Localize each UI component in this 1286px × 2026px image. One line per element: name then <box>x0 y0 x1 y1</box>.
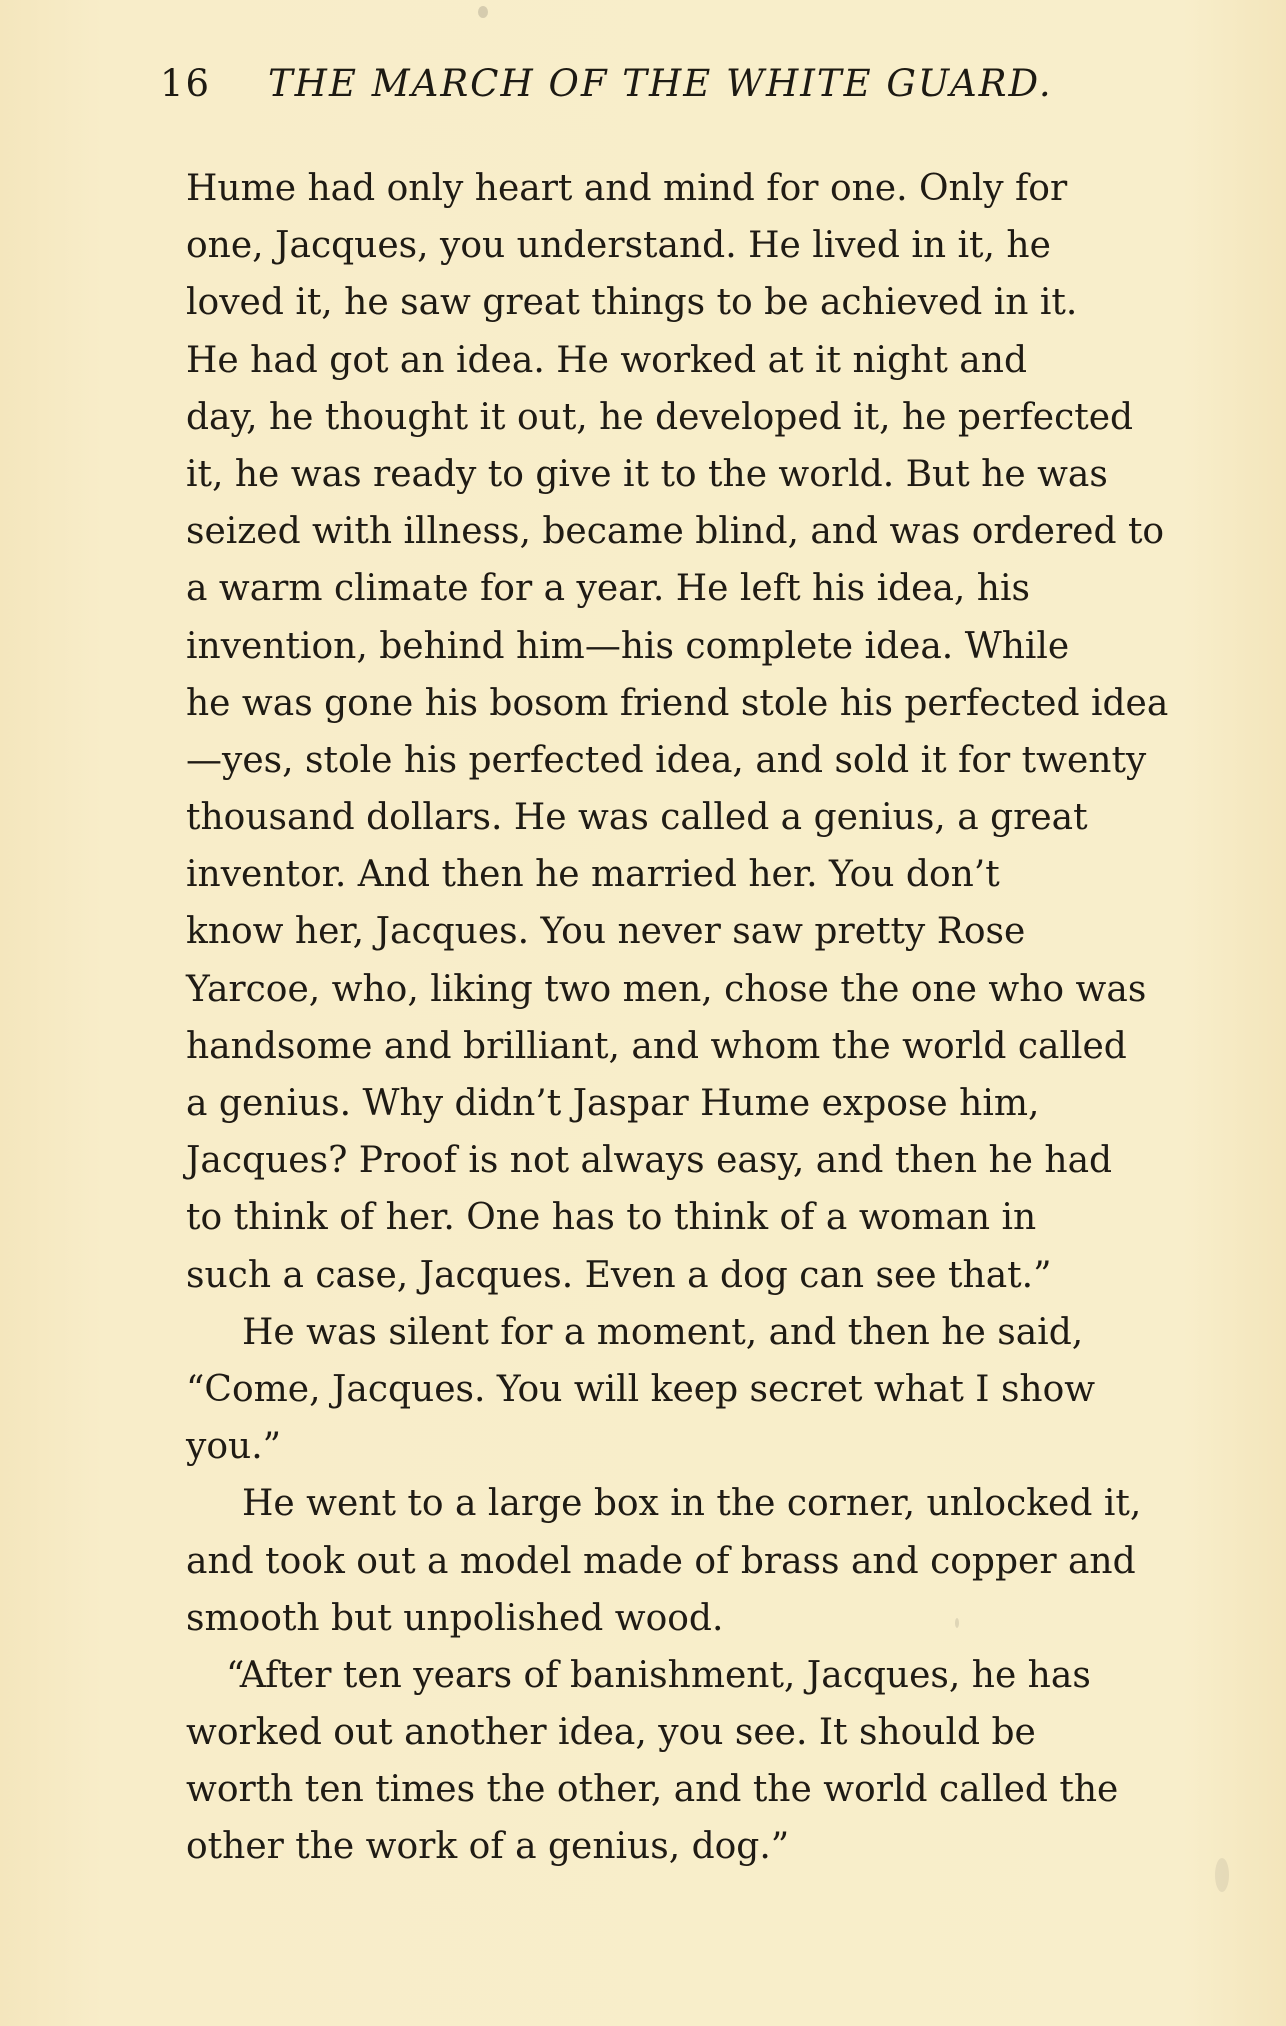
text-line: Jacques? Proof is not always easy, and then he had <box>186 1140 1113 1182</box>
paragraph-start-line: He was silent for a moment, and then he said, <box>242 1311 1084 1353</box>
text-line: you.” <box>186 1426 282 1468</box>
text-line: inventor. And then he married her. You don’t <box>186 854 1000 896</box>
text-line: seized with illness, became blind, and was ordered to <box>186 511 1165 553</box>
text-line: He had got an idea. He worked at it night and <box>186 339 1027 381</box>
body-text <box>186 160 1206 1876</box>
text-line: a warm climate for a year. He left his idea, his <box>186 568 1030 610</box>
text-line: “Come, Jacques. You will keep secret what I show <box>186 1368 1096 1410</box>
text-line: worked out another idea, you see. It should be <box>186 1712 1036 1754</box>
paper-speck <box>955 1618 959 1628</box>
paper-speck <box>478 6 488 18</box>
text-line: to think of her. One has to think of a woman in <box>186 1197 1037 1239</box>
text-line: and took out a model made of brass and copper and <box>186 1540 1136 1582</box>
paragraph-start-line: He went to a large box in the corner, unlocked it, <box>242 1483 1142 1525</box>
text-line: Hume had only heart and mind for one. Only for <box>186 168 1068 209</box>
text-line: one, Jacques, you understand. He lived in it, he <box>186 225 1051 267</box>
text-line: it, he was ready to give it to the world. But he was <box>186 453 1108 495</box>
text-line: invention, behind him—his complete idea. While <box>186 625 1070 667</box>
text-line: —yes, stole his perfected idea, and sold it for twenty <box>186 739 1147 781</box>
text-line: a genius. Why didn’t Jaspar Hume expose him, <box>186 1083 1040 1124</box>
text-line: other the work of a genius, dog.” <box>186 1826 790 1868</box>
paper-speck <box>1215 1858 1229 1892</box>
text-line: such a case, Jacques. Even a dog can see that.” <box>186 1254 1052 1296</box>
text-line: Yarcoe, who, liking two men, chose the one who was <box>186 968 1147 1010</box>
text-line: loved it, he saw great things to be achieved in it. <box>186 282 1078 324</box>
paragraph-start-line: “After ten years of banishment, Jacques, he has <box>226 1654 1091 1696</box>
text-line: handsome and brilliant, and whom the world called <box>186 1025 1127 1067</box>
text-line: worth ten times the other, and the world called the <box>186 1769 1119 1811</box>
page-header <box>160 62 1120 122</box>
page-number: 16 <box>160 62 212 105</box>
text-line: smooth but unpolished wood. <box>186 1597 724 1639</box>
running-head: THE MARCH OF THE WHITE GUARD. <box>268 62 1053 105</box>
text-line: day, he thought it out, he developed it, he perfected <box>186 396 1134 438</box>
text-line: he was gone his bosom friend stole his perfected idea <box>186 682 1169 724</box>
text-line: thousand dollars. He was called a genius, a great <box>186 797 1088 839</box>
text-line: know her, Jacques. You never saw pretty Rose <box>186 911 1026 953</box>
